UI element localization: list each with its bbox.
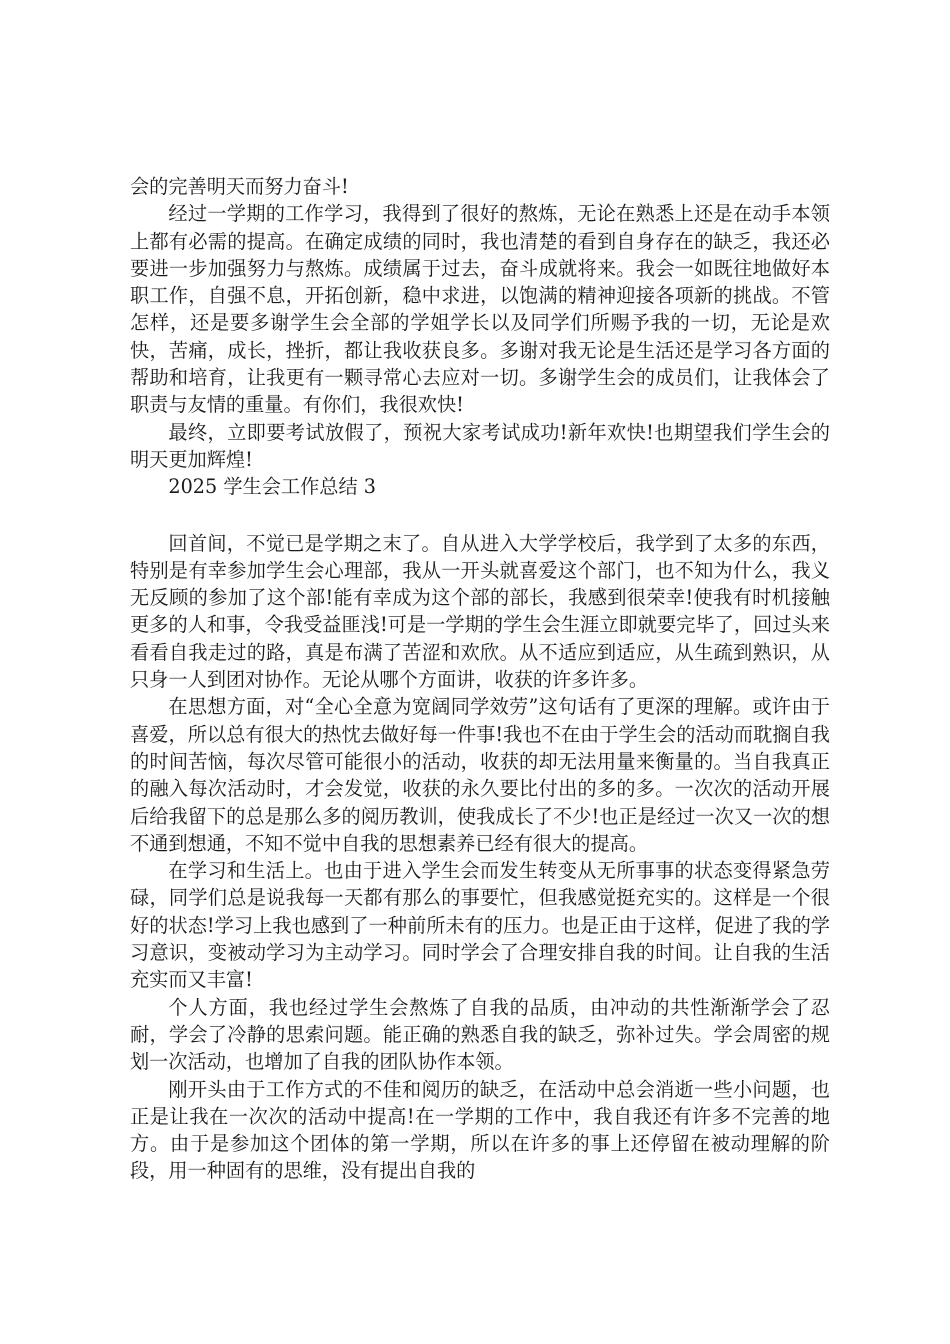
paragraph: 经过一学期的工作学习，我得到了很好的熬炼，无论在熟悉上还是在动手本领上都有必需的提高。在确定成绩的同时，我也清楚的看到自身存在的缺乏，我还必要进一步加强努力与熬炼。成绩属于过去，奋斗成就将来。我会一如既往地做好本职工作，自强不息，开拓创新，稳中求进，以饱满的精神迎接各项新的挑战。不管怎样，还是要多谢学生会全部的学姐学长以及同学们所赐予我的一切，无论是欢快，苦痛，成长，挫折，都让我收获良多。多谢对我无论是生活还是学习各方面的帮助和培育，让我更有一颗寻常心去应对一切。多谢学生会的成员们，让我体会了职责与友情的重量。有你们，我很欢快!	[130, 202, 830, 417]
paragraph: 刚开头由于工作方式的不佳和阅历的缺乏，在活动中总会消逝一些小问题，也正是让我在一次次的活动中提高!在一学期的工作中，我自我还有许多不完善的地方。由于是参加这个团体的第一学期，所以在许多的事上还停留在被动理解的阶段，用一种固有的思维，没有提出自我的	[130, 1077, 830, 1183]
paragraph: 在思想方面，对“全心全意为宽阔同学效劳”这句话有了更深的理解。或许由于喜爱，所以总有很大的热忱去做好每一件事!我也不在由于学生会的活动而耽搁自我的时间苦恼，每次尽管可能很小的活动，收获的却无法用量来衡量的。当自我真正的融入每次活动时，才会发觉，收获的永久要比付出的多的多。一次次的活动开展后给我留下的总是那么多的阅历教训，使我成长了不少!也正是经过一次又一次的想不通到想通，不知不觉中自我的思想素养已经有很大的提高。	[130, 695, 830, 855]
section-heading: 2025 学生会工作总结 3	[168, 475, 376, 499]
paragraph: 在学习和生活上。也由于进入学生会而发生转变从无所事事的状态变得紧急劳碌，同学们总是说我每一天都有那么的事要忙，但我感觉挺充实的。这样是一个很好的状态!学习上我也感到了一种前所未有的压力。也是正由于这样，促进了我的学习意识，变被动学习为主动学习。同时学会了合理安排自我的时间。让自我的生活充实而又丰富!	[130, 859, 830, 992]
paragraph: 最终，立即要考试放假了，预祝大家考试成功!新年欢快!也期望我们学生会的明天更加辉煌!	[130, 420, 830, 471]
paragraph: 回首间，不觉已是学期之末了。自从进入大学学校后，我学到了太多的东西，特别是有幸参加学生会心理部，我从一开头就喜爱这个部门，也不知为什么，我义无反顾的参加了这个部!能有幸成为这个部的部长，我感到很荣幸!使我有时机接触更多的人和事，令我受益匪浅!可是一学期的学生会生涯立即就要完毕了，回过头来看看自我走过的路，真是布满了苦涩和欢欣。从不适应到适应，从生疏到熟识，从只身一人到团对协作。无论从哪个方面讲，收获的许多许多。	[130, 531, 830, 692]
paragraph: 个人方面，我也经过学生会熬炼了自我的品质，由冲动的共性渐渐学会了忍耐，学会了冷静的思索问题。能正确的熟悉自我的缺乏，弥补过失。学会周密的规划一次活动，也增加了自我的团队协作本领。	[130, 995, 830, 1074]
paragraph-continuation: 会的完善明天而努力奋斗!	[130, 175, 349, 198]
blank-line	[130, 501, 830, 530]
document-body	[130, 173, 830, 1185]
